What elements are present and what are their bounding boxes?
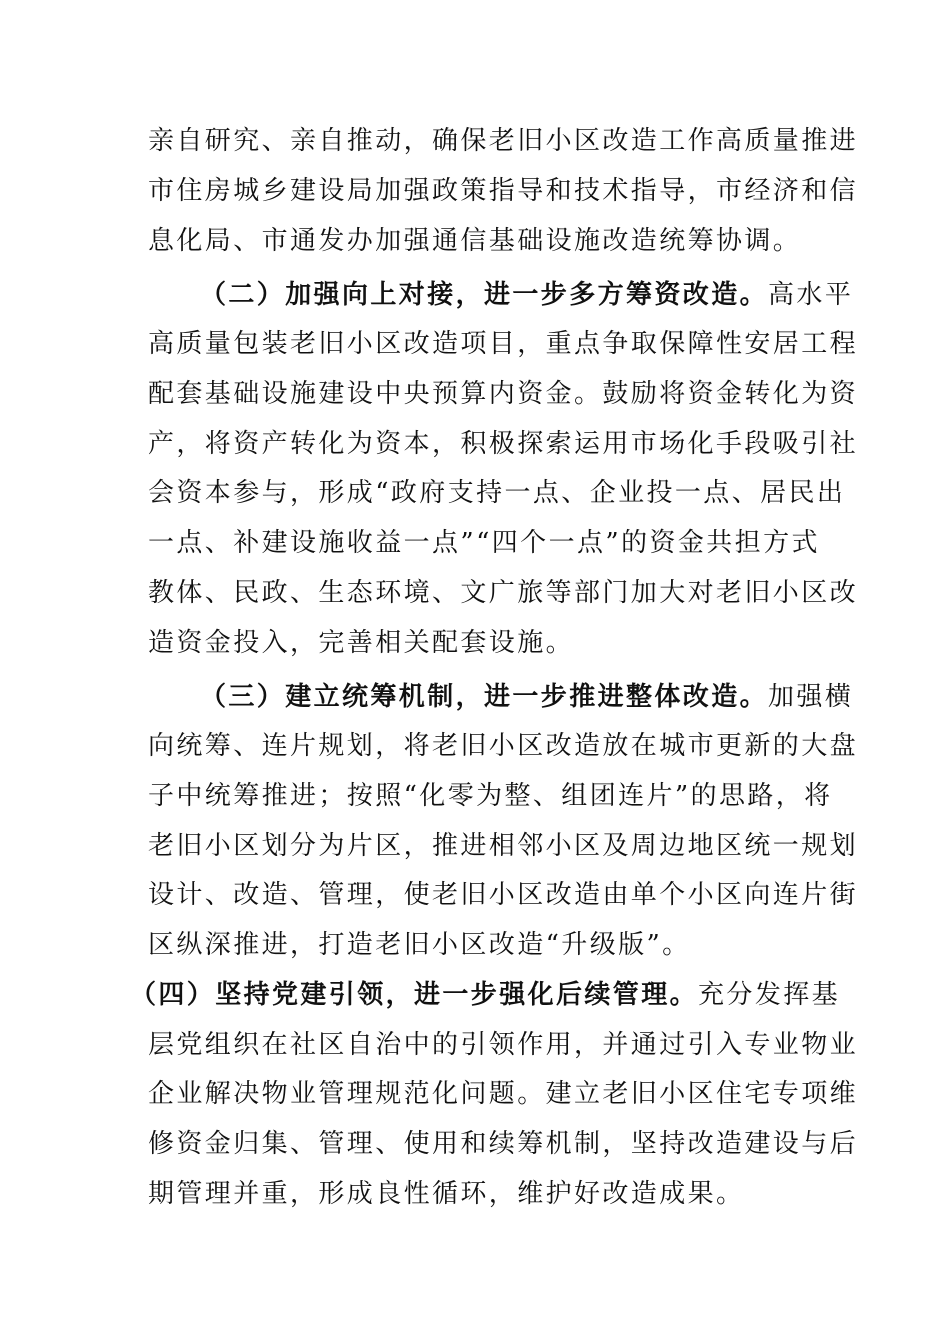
body-text: 充分发挥基 bbox=[698, 980, 841, 1010]
body-text: 配套基础设施建设中央预算内资金。鼓励将资金转化为资 bbox=[148, 379, 859, 409]
text-line bbox=[148, 723, 859, 769]
text-line bbox=[148, 823, 859, 869]
text-line bbox=[148, 620, 808, 666]
body-text: 会资本参与，形成“政府支持一点、企业投一点、居民出 bbox=[148, 478, 846, 508]
section-heading: （二）加强向上对接，进一步多方筹资改造。 bbox=[200, 280, 769, 310]
section-heading: （三）建立统筹机制，进一步推进整体改造。 bbox=[200, 682, 769, 712]
text-line bbox=[148, 872, 859, 918]
text-line bbox=[148, 1022, 859, 1068]
body-text: 加强横 bbox=[768, 682, 854, 712]
text-line bbox=[148, 470, 846, 516]
text-line bbox=[130, 972, 841, 1018]
text-line bbox=[148, 168, 859, 214]
text-line bbox=[148, 922, 808, 968]
body-text: 一点、补建设施收益一点”“四个一点”的资金共担方式 bbox=[148, 528, 820, 558]
body-text: 层党组织在社区自治中的引领作用，并通过引入专业物业 bbox=[148, 1030, 859, 1060]
body-text: 教体、民政、生态环境、文广旅等部门加大对老旧小区改 bbox=[148, 578, 859, 608]
text-line bbox=[148, 321, 859, 367]
body-text: 向统筹、连片规划，将老旧小区改造放在城市更新的大盘 bbox=[148, 731, 859, 761]
section-heading: （四）坚持党建引领，进一步强化后续管理。 bbox=[130, 980, 699, 1010]
body-text: 息化局、市通发办加强通信基础设施改造统筹协调。 bbox=[148, 226, 802, 256]
body-text: 区纵深推进，打造老旧小区改造“升级版”。 bbox=[148, 930, 691, 960]
body-text: 产，将资产转化为资本，积极探索运用市场化手段吸引社 bbox=[148, 429, 859, 459]
body-text: 设计、改造、管理，使老旧小区改造由单个小区向连片街 bbox=[148, 880, 859, 910]
text-line bbox=[148, 371, 859, 417]
body-text: 老旧小区划分为片区，推进相邻小区及周边地区统一规划 bbox=[148, 831, 859, 861]
body-text: 修资金归集、管理、使用和续筹机制，坚持改造建设与后 bbox=[148, 1129, 859, 1159]
text-line bbox=[148, 773, 833, 819]
body-text: 市住房城乡建设局加强政策指导和技术指导，市经济和信 bbox=[148, 176, 859, 206]
text-line bbox=[148, 1171, 808, 1217]
body-text: 子中统筹推进；按照“化零为整、组团连片”的思路，将 bbox=[148, 781, 833, 811]
text-line bbox=[148, 520, 820, 566]
body-text: 造资金投入，完善相关配套设施。 bbox=[148, 628, 575, 658]
text-line bbox=[200, 272, 854, 318]
body-text: 高质量包装老旧小区改造项目，重点争取保障性安居工程 bbox=[148, 329, 859, 359]
body-text: 期管理并重，形成良性循环，维护好改造成果。 bbox=[148, 1179, 745, 1209]
text-line bbox=[200, 674, 854, 720]
body-text: 高水平 bbox=[768, 280, 854, 310]
text-line bbox=[148, 421, 859, 467]
text-line bbox=[148, 1071, 859, 1117]
text-line bbox=[148, 218, 808, 264]
text-line bbox=[148, 118, 859, 164]
text-line bbox=[148, 1121, 859, 1167]
text-line bbox=[148, 570, 859, 616]
body-text: 企业解决物业管理规范化问题。建立老旧小区住宅专项维 bbox=[148, 1079, 859, 1109]
body-text: 亲自研究、亲自推动，确保老旧小区改造工作高质量推进 bbox=[148, 126, 859, 156]
